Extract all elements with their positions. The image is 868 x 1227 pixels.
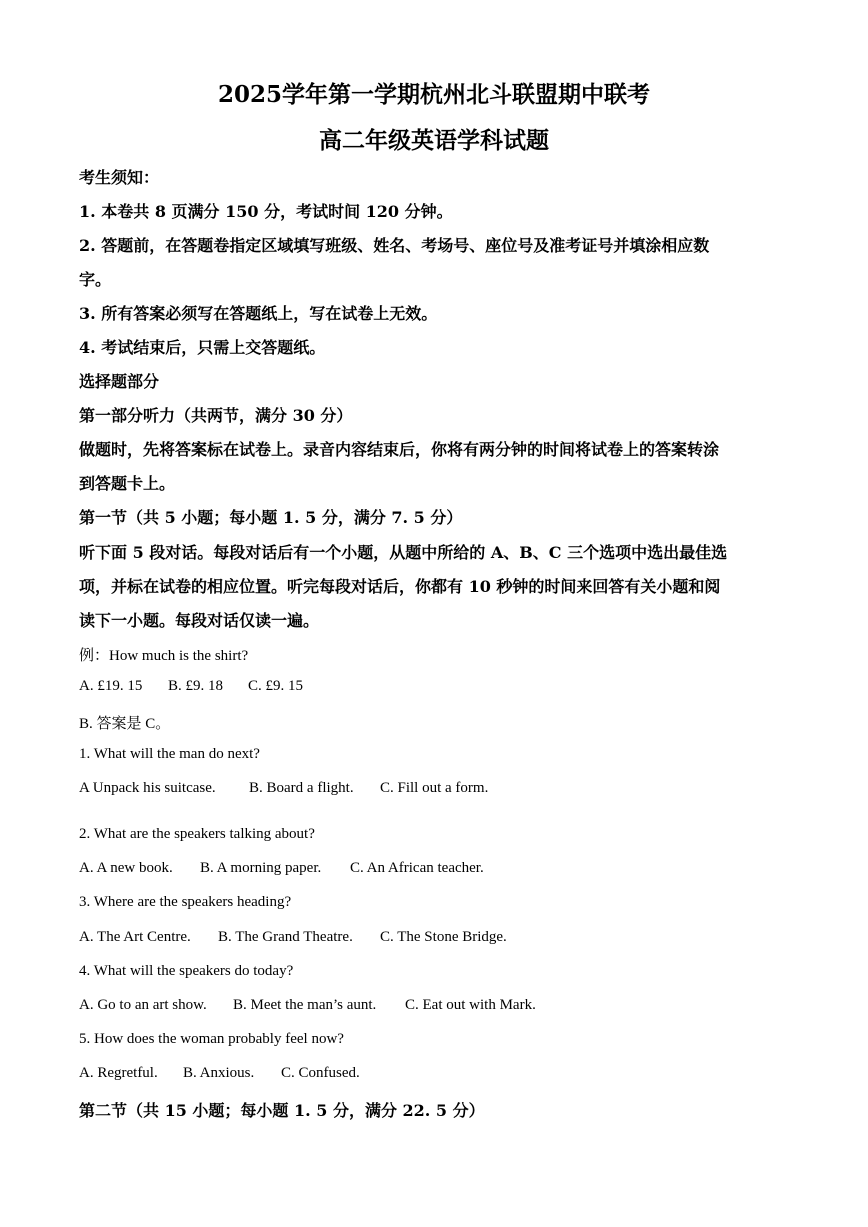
option-a: A. A new book. (79, 860, 173, 876)
question: 3. Where are the speakers heading? (79, 894, 292, 910)
option-c: C. Confused. (281, 1065, 360, 1081)
option-a: A. £19. 15 (79, 678, 143, 694)
section2-heading: 第二节（共 15 小题；每小题 1. 5 分，满分 22. 5 分） (79, 1101, 485, 1120)
option-c: C. £9. 15 (248, 678, 304, 694)
exam-title: 2025学年第一学期杭州北斗联盟期中联考 (217, 81, 650, 108)
option-b: B. Board a flight. (249, 780, 354, 796)
question: 4. What will the speakers do today? (79, 963, 294, 979)
option-a: A. Go to an art show. (79, 997, 207, 1013)
exam-subtitle: 高二年级英语学科试题 (319, 127, 549, 154)
option-a: A Unpack his suitcase. (79, 780, 216, 796)
option-b: B. The Grand Theatre. (218, 929, 353, 945)
instruction-item: 1. 本卷共 8 页满分 150 分，考试时间 120 分钟。 (79, 202, 453, 221)
option-b: B. Anxious. (183, 1065, 255, 1081)
example-question: 例：How much is the shirt? (79, 648, 249, 664)
section1-description: 听下面 5 段对话。每段对话后有一个小题，从题中所给的 A、B、C 三个选项中选出最佳选 (79, 543, 728, 562)
section1-description: 项，并标在试卷的相应位置。听完每段对话后，你都有 10 秒钟的时间来回答有关小题和阅 (79, 577, 721, 596)
instruction-item: 字。 (79, 270, 112, 289)
instruction-item: 3. 所有答案必须写在答题纸上，写在试卷上无效。 (79, 304, 438, 323)
instructions-heading: 考生须知： (79, 168, 160, 187)
listening-description: 做题时，先将答案标在试卷上。录音内容结束后，你将有两分钟的时间将试卷上的答案转涂 (79, 440, 720, 459)
listening-description: 到答题卡上。 (79, 474, 176, 493)
option-b: B. A morning paper. (200, 860, 322, 876)
part-label: 选择题部分 (79, 372, 160, 391)
option-a: A. Regretful. (79, 1065, 158, 1081)
question: 1. What will the man do next? (79, 746, 260, 762)
section1-heading: 第一节（共 5 小题；每小题 1. 5 分，满分 7. 5 分） (79, 508, 463, 527)
section1-description: 读下一小题。每段对话仅读一遍。 (79, 611, 320, 630)
option-c: C. An African teacher. (350, 860, 484, 876)
option-b: B. £9. 18 (168, 678, 224, 694)
instruction-item: 4. 考试结束后，只需上交答题纸。 (79, 338, 326, 357)
option-b: B. Meet the man’s aunt. (233, 997, 377, 1013)
question: 5. How does the woman probably feel now? (79, 1031, 344, 1047)
option-c: C. The Stone Bridge. (380, 929, 507, 945)
option-c: C. Eat out with Mark. (405, 997, 536, 1013)
listening-heading: 第一部分听力（共两节，满分 30 分） (79, 406, 353, 425)
question: 2. What are the speakers talking about? (79, 826, 315, 842)
example-answer: B. 答案是 C。 (79, 716, 171, 732)
option-c: C. Fill out a form. (380, 780, 489, 796)
option-a: A. The Art Centre. (79, 929, 191, 945)
instruction-item: 2. 答题前，在答题卷指定区域填写班级、姓名、考场号、座位号及准考证号并填涂相应数 (79, 236, 710, 255)
